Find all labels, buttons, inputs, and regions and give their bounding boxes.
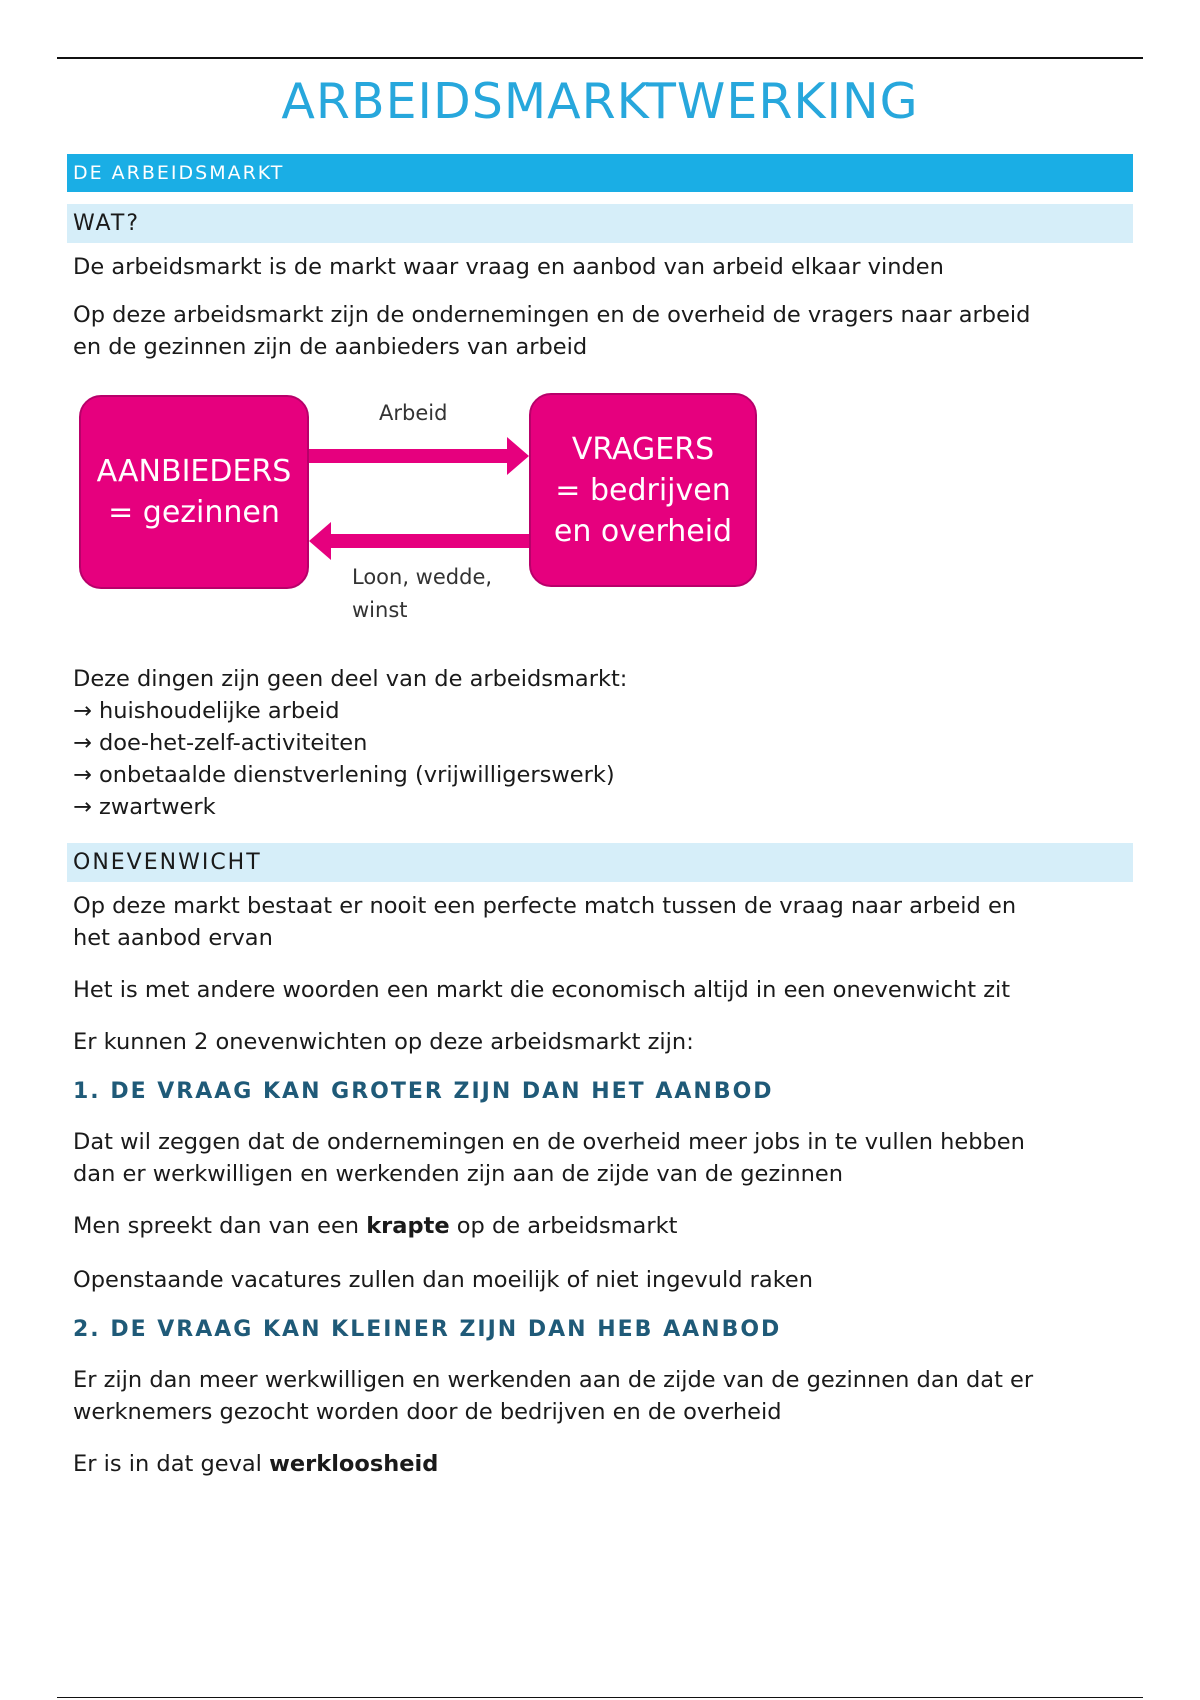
suppliers-box-line-2: = gezinnen: [108, 495, 280, 530]
term-werkloosheid: werkloosheid: [269, 1451, 439, 1477]
paragraph-no-match-line-2: het aanbod ervan: [73, 925, 273, 951]
list-item: → onbetaalde dienstverlening (vrijwilligerswerk): [73, 762, 615, 788]
wage-arrow-label-line-1: Loon, wedde,: [352, 565, 493, 589]
paragraph-imbalance: Het is met andere woorden een markt die economisch altijd in een onevenwicht zit: [73, 977, 1011, 1003]
list-item: → huishoudelijke arbeid: [73, 698, 340, 724]
labour-market-diagram: [67, 383, 1133, 643]
wage-arrow-label-line-2: winst: [352, 598, 408, 622]
subsection-heading-wat: WAT?: [67, 204, 1133, 243]
paragraph-no-match: [67, 890, 1133, 954]
paragraph-vacancies: Openstaande vacatures zullen dan moeilijk of niet ingevuld raken: [73, 1267, 814, 1293]
bottom-rule: [57, 1697, 1143, 1698]
top-rule: [57, 57, 1143, 59]
paragraph-no-match-line-1: Op deze markt bestaat er nooit een perfecte match tussen de vraag naar arbeid en: [73, 893, 1017, 919]
paragraph-actors-line-1: Op deze arbeidsmarkt zijn de ondernemingen en de overheid de vragers naar arbeid: [73, 302, 1031, 328]
not-part-list: [67, 663, 1133, 823]
page-title: ARBEIDSMARKTWERKING: [281, 73, 919, 130]
suppliers-box: [79, 395, 309, 589]
suppliers-box-line-1: AANBIEDERS: [96, 454, 292, 489]
paragraph-more-workers-line-2: werknemers gezocht worden door de bedrijven en de overheid: [73, 1399, 782, 1425]
paragraph-more-jobs-line-1: Dat wil zeggen dat de ondernemingen en de overheid meer jobs in te vullen hebben: [73, 1129, 1025, 1155]
paragraph-shortage-post: op de arbeidsmarkt: [449, 1213, 678, 1239]
paragraph-unemployment: [67, 1448, 1133, 1480]
paragraph-two-imbalances: Er kunnen 2 onevenwichten op deze arbeidsmarkt zijn:: [73, 1029, 694, 1055]
paragraph-more-jobs-line-2: dan er werkwilligen en werkenden zijn aan de zijde van de gezinnen: [73, 1161, 843, 1187]
wage-arrow-icon: [309, 522, 529, 560]
labour-arrow-label: Arbeid: [379, 401, 448, 425]
paragraph-actors-line-2: en de gezinnen zijn de aanbieders van arbeid: [73, 334, 588, 360]
wage-arrow-label: [352, 561, 492, 627]
paragraph-more-workers: [67, 1364, 1133, 1428]
paragraph-definition: De arbeidsmarkt is de markt waar vraag en aanbod van arbeid elkaar vinden: [73, 254, 944, 280]
paragraph-actors: [67, 299, 1133, 363]
demanders-box-line-1: VRAGERS: [571, 431, 715, 467]
term-krapte: krapte: [366, 1213, 450, 1239]
labour-arrow-icon: [309, 437, 529, 475]
demanders-box-line-2: = bedrijven: [555, 472, 731, 508]
list-item: → zwartwerk: [73, 794, 216, 820]
section-heading-arbeidsmarkt: DE ARBEIDSMARKT: [67, 154, 1133, 192]
paragraph-shortage: [67, 1210, 1133, 1242]
paragraph-shortage-pre: Men spreekt dan van een: [73, 1213, 367, 1239]
list-item: → doe-het-zelf-activiteiten: [73, 730, 368, 756]
paragraph-more-workers-line-1: Er zijn dan meer werkwilligen en werkenden aan de zijde van de gezinnen dan dat er: [73, 1367, 1034, 1393]
heading-demand-greater: 1. DE VRAAG KAN GROTER ZIJN DAN HET AANBOD: [73, 1079, 774, 1104]
paragraph-unemployment-pre: Er is in dat geval: [73, 1451, 270, 1477]
demanders-box: [529, 393, 757, 587]
paragraph-more-jobs: [67, 1126, 1133, 1190]
demanders-box-line-3: en overheid: [553, 513, 733, 549]
not-part-intro: Deze dingen zijn geen deel van de arbeidsmarkt:: [73, 666, 628, 692]
document-page: [67, 70, 1133, 1480]
heading-demand-smaller: 2. DE VRAAG KAN KLEINER ZIJN DAN HEB AANBOD: [73, 1317, 782, 1342]
subsection-heading-onevenwicht: ONEVENWICHT: [67, 843, 1133, 882]
